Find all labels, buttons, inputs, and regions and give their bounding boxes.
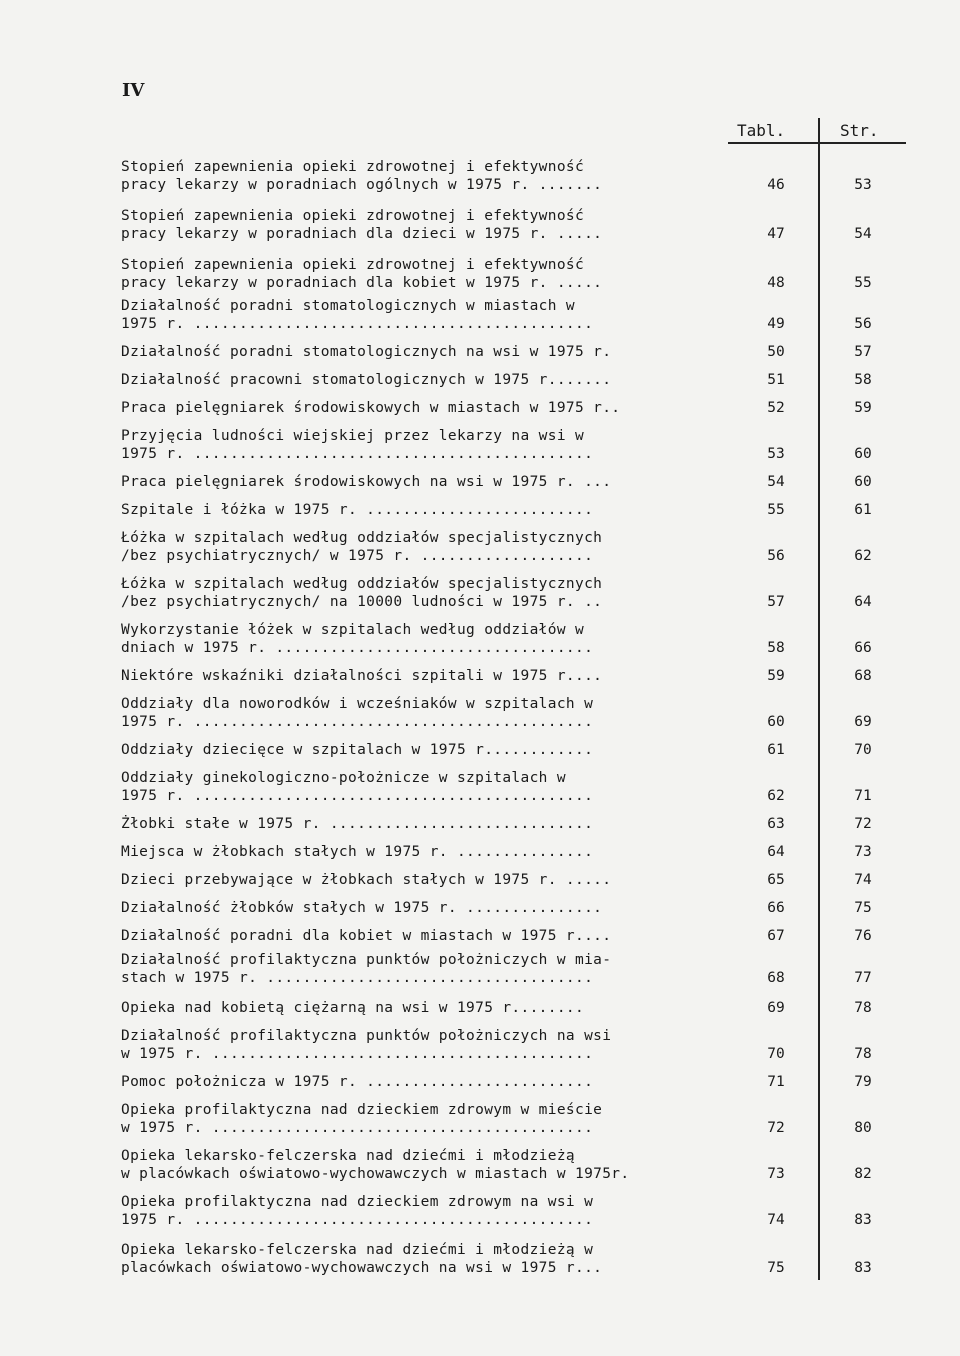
entry-title-line: Stopień zapewnienia opieki zdrowotnej i efektywność (121, 208, 585, 224)
table-number: 47 (767, 226, 785, 242)
entry-title-line: Pomoc położnicza w 1975 r. ......................... (121, 1074, 594, 1090)
entry-title-line: Praca pielęgniarek środowiskowych na wsi w 1975 r. ... (121, 474, 612, 490)
column-header-tabl: Tabl. (737, 121, 786, 140)
table-number: 70 (767, 1046, 785, 1062)
page-ref: 61 (854, 502, 872, 518)
entry-title-line: Działalność poradni dla kobiet w miastach w 1975 r.... (121, 928, 612, 944)
entry-title-line: Żłobki stałe w 1975 r. ............................. (121, 816, 594, 832)
entry-title-line: Opieka lekarsko-felczerska nad dziećmi i młodzieżą (121, 1148, 575, 1164)
page-ref: 71 (854, 788, 872, 804)
entry-title-line: 1975 r. ............................................ (121, 316, 594, 332)
entry-title-line: Wykorzystanie łóżek w szpitalach według oddziałów w (121, 622, 585, 638)
page-ref: 72 (854, 816, 872, 832)
entry-title-line: pracy lekarzy w poradniach ogólnych w 1975 r. ....... (121, 177, 603, 193)
entry-title-line: Praca pielęgniarek środowiskowych w miastach w 1975 r.. (121, 400, 621, 416)
page-ref: 83 (854, 1260, 872, 1276)
page-ref: 82 (854, 1166, 872, 1182)
entry-title-line: 1975 r. ............................................ (121, 714, 594, 730)
table-number: 64 (767, 844, 785, 860)
page-ref: 69 (854, 714, 872, 730)
entry-title-line: w 1975 r. .......................................... (121, 1046, 594, 1062)
entry-title-line: Dzieci przebywające w żłobkach stałych w 1975 r. ..... (121, 872, 612, 888)
page-ref: 77 (854, 970, 872, 986)
entry-title-line: Niektóre wskaźniki działalności szpitali w 1975 r.... (121, 668, 603, 684)
page-ref: 78 (854, 1000, 872, 1016)
page-ref: 60 (854, 446, 872, 462)
table-number: 61 (767, 742, 785, 758)
entry-title-line: /bez psychiatrycznych/ na 10000 ludności w 1975 r. .. (121, 594, 603, 610)
page-ref: 57 (854, 344, 872, 360)
table-number: 68 (767, 970, 785, 986)
table-number: 63 (767, 816, 785, 832)
page-ref: 58 (854, 372, 872, 388)
table-number: 71 (767, 1074, 785, 1090)
entry-title-line: stach w 1975 r. .................................... (121, 970, 594, 986)
entry-title-line: pracy lekarzy w poradniach dla kobiet w 1975 r. ..... (121, 275, 603, 291)
page-ref: 56 (854, 316, 872, 332)
table-number: 53 (767, 446, 785, 462)
entry-title-line: Opieka lekarsko-felczerska nad dziećmi i młodzieżą w (121, 1242, 594, 1258)
entry-title-line: Oddziały dziecięce w szpitalach w 1975 r............ (121, 742, 594, 758)
entry-title-line: Oddziały dla noworodków i wcześniaków w szpitalach w (121, 696, 594, 712)
page-ref: 80 (854, 1120, 872, 1136)
table-number: 49 (767, 316, 785, 332)
table-number: 67 (767, 928, 785, 944)
table-number: 62 (767, 788, 785, 804)
table-number: 74 (767, 1212, 785, 1228)
page-ref: 73 (854, 844, 872, 860)
table-number: 54 (767, 474, 785, 490)
entry-title-line: w placówkach oświatowo-wychowawczych w miastach w 1975r. (121, 1166, 630, 1182)
entry-title-line: Miejsca w żłobkach stałych w 1975 r. ............... (121, 844, 594, 860)
table-number: 75 (767, 1260, 785, 1276)
entry-title-line: Przyjęcia ludności wiejskiej przez lekarzy na wsi w (121, 428, 585, 444)
column-header-str: Str. (840, 121, 879, 140)
table-number: 50 (767, 344, 785, 360)
entry-title-line: 1975 r. ............................................ (121, 788, 594, 804)
entry-title-line: dniach w 1975 r. ................................... (121, 640, 594, 656)
table-number: 69 (767, 1000, 785, 1016)
entry-title-line: Łóżka w szpitalach według oddziałów specjalistycznych (121, 530, 603, 546)
entry-title-line: Działalność pracowni stomatologicznych w 1975 r....... (121, 372, 612, 388)
entry-title-line: Działalność poradni stomatologicznych na wsi w 1975 r. (121, 344, 612, 360)
table-number: 57 (767, 594, 785, 610)
page-ref: 53 (854, 177, 872, 193)
page-ref: 60 (854, 474, 872, 490)
entry-title-line: /bez psychiatrycznych/ w 1975 r. ................... (121, 548, 594, 564)
page-ref: 64 (854, 594, 872, 610)
table-number: 66 (767, 900, 785, 916)
entry-title-line: pracy lekarzy w poradniach dla dzieci w 1975 r. ..... (121, 226, 603, 242)
page-ref: 83 (854, 1212, 872, 1228)
entry-title-line: Działalność żłobków stałych w 1975 r. ............... (121, 900, 603, 916)
entry-title-line: Łóżka w szpitalach według oddziałów specjalistycznych (121, 576, 603, 592)
page-ref: 79 (854, 1074, 872, 1090)
page-ref: 68 (854, 668, 872, 684)
entry-title-line: Działalność profilaktyczna punktów położniczych w mia- (121, 952, 612, 968)
page-ref: 54 (854, 226, 872, 242)
table-number: 60 (767, 714, 785, 730)
page-ref: 75 (854, 900, 872, 916)
entry-title-line: Opieka nad kobietą ciężarną na wsi w 1975 r........ (121, 1000, 585, 1016)
entry-title-line: Stopień zapewnienia opieki zdrowotnej i efektywność (121, 159, 585, 175)
table-number: 51 (767, 372, 785, 388)
entry-title-line: Oddziały ginekologiczno-położnicze w szpitalach w (121, 770, 566, 786)
entry-title-line: Działalność poradni stomatologicznych w miastach w (121, 298, 575, 314)
page-ref: 74 (854, 872, 872, 888)
table-number: 58 (767, 640, 785, 656)
entry-title-line: 1975 r. ............................................ (121, 446, 594, 462)
entry-title-line: w 1975 r. .......................................... (121, 1120, 594, 1136)
table-number: 48 (767, 275, 785, 291)
table-number: 72 (767, 1120, 785, 1136)
table-number: 46 (767, 177, 785, 193)
table-number: 73 (767, 1166, 785, 1182)
entry-title-line: Działalność profilaktyczna punktów położniczych na wsi (121, 1028, 612, 1044)
table-number: 52 (767, 400, 785, 416)
entry-title-line: 1975 r. ............................................ (121, 1212, 594, 1228)
table-number: 59 (767, 668, 785, 684)
table-number: 65 (767, 872, 785, 888)
table-number: 55 (767, 502, 785, 518)
page-number: IV (122, 80, 145, 101)
entry-title-line: Opieka profilaktyczna nad dzieckiem zdrowym na wsi w (121, 1194, 594, 1210)
page-ref: 59 (854, 400, 872, 416)
table-number: 56 (767, 548, 785, 564)
page-ref: 70 (854, 742, 872, 758)
entry-title-line: Szpitale i łóżka w 1975 r. ......................... (121, 502, 594, 518)
entry-title-line: Stopień zapewnienia opieki zdrowotnej i efektywność (121, 257, 585, 273)
page-ref: 66 (854, 640, 872, 656)
page-ref: 55 (854, 275, 872, 291)
page-ref: 78 (854, 1046, 872, 1062)
page-ref: 62 (854, 548, 872, 564)
entry-title-line: Opieka profilaktyczna nad dzieckiem zdrowym w mieście (121, 1102, 603, 1118)
page-ref: 76 (854, 928, 872, 944)
entry-title-line: placówkach oświatowo-wychowawczych na wsi w 1975 r... (121, 1260, 603, 1276)
